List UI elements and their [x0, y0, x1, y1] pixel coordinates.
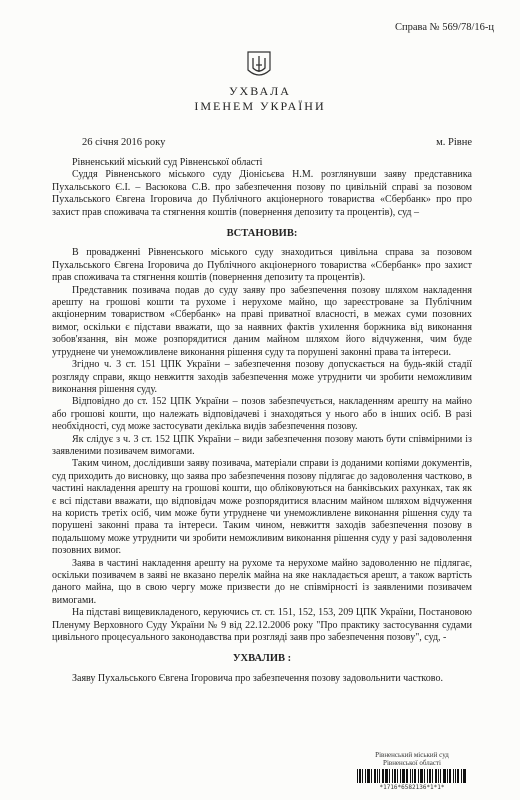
barcode-bar: [357, 769, 358, 783]
barcode-bar: [412, 769, 413, 783]
paragraph-art-152: Відповідно до ст. 152 ЦПК України – позов забезпечується, накладенням арешту на майно або грошові кошти, що належать відповідачеві і знаходяться у нього або в інших осіб. В разі необхідності, суд може застосувати декілька видів забезпечення позову.: [52, 396, 472, 433]
barcode-bar: [443, 769, 446, 783]
stamp-line-2: Рівненської області: [383, 759, 441, 767]
case-number: Справа № 569/78/16-ц: [395, 22, 494, 33]
paragraph-conclusion: Таким чином, дослідивши заяву позивача, матеріали справи із доданими копіями документів, суд приходить до висновку, що заява про забезпечення позову підлягає до задоволення частково, в частині накладення арешту на грошові кошти, що обліковуються на банківських рахунках, так як є всі підстави вважати, що відповідач може розпорядитися власним майном шляхом відчуження на користь третіх осіб, чим може бути утруднене чи унеможливлене виконання рішення суду та порушені законні права та інтереси. Таким чином, невжиття заходів забезпечення позову в подальшому може утруднити чи зробити неможливим виконання рішення суду у разі задоволення позовних вимог.: [52, 458, 472, 557]
barcode-bar: [359, 769, 361, 783]
barcode-bar: [461, 769, 462, 783]
document-date: 26 січня 2016 року: [82, 137, 166, 148]
barcode-bar: [382, 769, 384, 783]
barcode-bar: [453, 769, 454, 783]
barcode-bar: [449, 769, 451, 783]
barcode-bar: [394, 769, 396, 783]
paragraph-art-151: Згідно ч. 3 ст. 151 ЦПК України – забезпечення позову допускається на будь-якій стадії розгляду справи, якщо невжиття заходів забезпечення може утруднити чи зробити неможливим виконання рішення суду.: [52, 359, 472, 395]
barcode-bar: [457, 769, 459, 783]
barcode-bar: [424, 769, 425, 783]
date-line: [62, 137, 472, 148]
barcode-icon: [332, 769, 492, 783]
barcode-bar: [392, 769, 393, 783]
document-body: [52, 157, 472, 685]
barcode-bar: [374, 769, 376, 783]
paragraph-legal-basis: На підставі вищевикладеного, керуючись ст. ст. 151, 152, 153, 209 ЦПК України, Постановою Пленуму Верховного Суду України № 9 від 22.12.2006 року "Про практику застосування судами цивільного процесуального законодавства при розгляді заяв про забезпечення позову", суд, -: [52, 607, 472, 644]
barcode-bar: [418, 769, 419, 783]
barcode-bar: [389, 769, 390, 783]
paragraph-ruling: Заяву Пухальського Євгена Ігоровича про забезпечення позову задовольнити частково.: [72, 672, 443, 684]
barcode-bar: [414, 769, 416, 783]
paragraph-representative: Представник позивача подав до суду заяву про забезпечення позову шляхом накладення арешту на грошові кошти та рухоме і нерухоме майно, що зареєстроване за Публічним акціонерним товариством «Сбербанк» на праві приватної власності, в межах суми позовних вимог, оскільки є підстави вважати, що за наявних фактів ухилення боржника від виконання зобов'язання, він може розпорядитися даним майном шляхом його відчуження, чим буде утруднене чи унеможливлене виконання рішення суду та порушені законні права та інтереси.: [52, 284, 472, 358]
barcode-bar: [438, 769, 439, 783]
title-line-2: ІМЕНЕМ УКРАЇНИ: [194, 99, 326, 113]
section-heading-established: ВСТАНОВИВ:: [226, 228, 298, 240]
barcode-bar: [397, 769, 398, 783]
paragraph-case-pending: В провадженні Рівненського міського суду знаходиться цивільна справа за позовом Пухальського Євгена Ігоровича до Публічного акціонерного товариства «Сбербанк» про захист прав споживача та стягнення коштів (повернення депозиту та процентів).: [52, 247, 472, 284]
paragraph-art-152-3: Як слідує з ч. 3 ст. 152 ЦПК України – види забезпечення позову мають бути співмірними із заявленими позивачем вимогами.: [52, 433, 472, 457]
barcode-bar: [400, 769, 401, 783]
barcode-bar: [432, 769, 433, 783]
barcode-bar: [367, 769, 370, 783]
title-line-1: УХВАЛА: [229, 84, 291, 98]
barcode-bar: [402, 769, 405, 783]
barcode-bar: [429, 769, 431, 783]
barcode-bar: [427, 769, 428, 783]
court-stamp: [332, 751, 492, 792]
barcode-bar: [410, 769, 411, 783]
paragraph-rejection: Заява в частині накладення арешту на рухоме та нерухоме майно задоволенню не підлягає, оскільки позивачем в заяві не вказано перелік майна на яке накладається арешт, а також вартість даного майна, що в свою чергу може призвести до не співмірності із заявленими позивачем вимогами.: [52, 557, 472, 606]
barcode-bar: [379, 769, 380, 783]
trident-emblem-icon: [246, 50, 272, 80]
barcode-bar: [455, 769, 456, 783]
section-heading-ruled: УХВАЛИВ :: [232, 653, 292, 665]
barcode-bar: [420, 769, 423, 783]
intro-paragraph: Суддя Рівненського міського суду Діонісьєва Н.М. розглянувши заяву представника Пухальського Є.І. – Васюкова С.В. про забезпечення позову по цивільній справі за позовом Пухальського Євгена Ігоровича до Публічного акціонерного товариства «Сбербанк» про про захист прав споживача та стягнення коштів (повернення депозиту та процентів), суд –: [52, 169, 472, 218]
barcode-bar: [447, 769, 448, 783]
barcode-bar: [463, 769, 466, 783]
barcode-bar: [406, 769, 408, 783]
stamp-line-1: Рівненський міський суд: [375, 751, 449, 759]
document-city: м. Рівне: [436, 137, 472, 148]
barcode-bar: [362, 769, 363, 783]
barcode-bar: [440, 769, 441, 783]
barcode-bar: [377, 769, 378, 783]
barcode-bar: [371, 769, 372, 783]
barcode-number: *1716*6582136*1*1*: [379, 784, 445, 791]
document-title: [0, 84, 520, 114]
barcode-bar: [435, 769, 437, 783]
court-name: Рівненський міський суд Рівненської області: [72, 157, 263, 168]
barcode-bar: [385, 769, 388, 783]
barcode-bar: [365, 769, 366, 783]
